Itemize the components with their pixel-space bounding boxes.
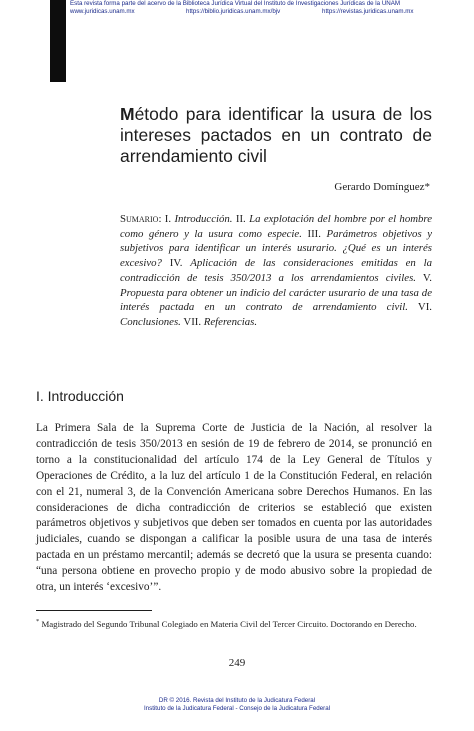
summary — [120, 212, 432, 330]
summary-item-3-num: III. — [307, 227, 321, 240]
footer-copyright: DR © 2016. Revista del Instituto de la Judicatura Federal — [158, 697, 316, 704]
article-title — [120, 104, 432, 167]
section-heading: I. Introducción — [36, 388, 124, 404]
summary-item-2: La explotación del hombre por el hombre como género y la usura como especie. — [120, 213, 433, 240]
summary-item-1-num: I. — [164, 213, 172, 225]
summary-item-7-num: VII. — [183, 315, 202, 328]
summary-item-4: Aplicación de las consideraciones emitidas en la contradicción de tesis 350/2013 a los arrendamientos civiles. — [120, 257, 433, 284]
summary-item-5-num: V. — [422, 271, 432, 284]
title-initial: M — [120, 104, 135, 124]
footnote-text: Magistrado del Segundo Tribunal Colegiado en Materia Civil del Tercer Circuito. Doctorando en Derecho. — [41, 618, 417, 629]
link-biblio[interactable]: https://biblio.juridicas.unam.mx/bjv — [186, 8, 281, 15]
section-body — [36, 421, 432, 596]
author-name: Gerardo Domínguez* — [334, 181, 430, 193]
title-line-2: intereses pactados en un contrato de — [120, 125, 432, 145]
repository-footer — [0, 697, 474, 713]
summary-item-7: Referencias. — [203, 315, 258, 328]
summary-item-1: Introducción. — [174, 213, 233, 225]
footnote-divider — [36, 610, 152, 611]
link-revistas[interactable]: https://revistas.juridicas.unam.mx — [322, 8, 414, 15]
title-line-1 — [120, 104, 432, 125]
summary-item-2-num: II. — [235, 213, 246, 225]
page-number: 249 — [228, 657, 246, 669]
link-juridicas[interactable]: www.juridicas.unam.mx — [70, 8, 135, 15]
footnote — [36, 616, 432, 630]
body-paragraph: La Primera Sala de la Suprema Corte de Justicia de la Nación, al resolver la contradicción de tesis 350/2013 en sesión de 19 de febrero de 2014, se pronunció en torno a la constitucionalidad del artículo 174 de la Ley General de Títulos y Operaciones de Crédito, a la luz del artículo 1 de la Constitución Federal, en relación con el 21, numeral 3, de la Convención Americana sobre Derechos Humanos. En las consideraciones de dicha contradicción de criterios se estableció que existen parámetros objetivos y subjetivos que deben ser tomados en cuenta por las autoridades judiciales, cuando se dispongan a calificar la posible usura de una tasa de interés pactada en un préstamo mercantil; además se decretó que la usura se presenta cuando: “una persona obtiene en provecho propio y de modo abusivo sobre la propiedad de otra, un interés ‘excesivo’”. — [36, 422, 432, 594]
summary-label: Sumario: — [120, 213, 162, 225]
summary-item-6: Conclusiones. — [120, 315, 181, 328]
footnote-mark: * — [36, 618, 40, 625]
decorative-black-bar — [50, 0, 66, 82]
repository-notice: Esta revista forma parte del acervo de la Biblioteca Jurídica Virtual del Instituto de Investigaciones Jurídicas de la UNAM — [70, 0, 401, 7]
summary-item-5: Propuesta para obtener un indicio del carácter usurario de una tasa de interés pactada en un contrato de arrendamiento civil. — [120, 286, 432, 314]
footer-institution: Instituto de la Judicatura Federal - Consejo de la Judicatura Federal — [143, 705, 331, 712]
summary-item-3: Parámetros objetivos y subjetivos para identificar un interés usurario. ¿Qué es un interés excesivo? — [120, 227, 433, 270]
summary-item-6-num: VI. — [417, 301, 432, 314]
summary-item-4-num: IV. — [169, 257, 183, 270]
repository-header — [0, 0, 474, 18]
title-line-1-text: étodo para identificar la usura de los — [134, 104, 432, 124]
title-line-3: arrendamiento civil — [120, 146, 267, 166]
